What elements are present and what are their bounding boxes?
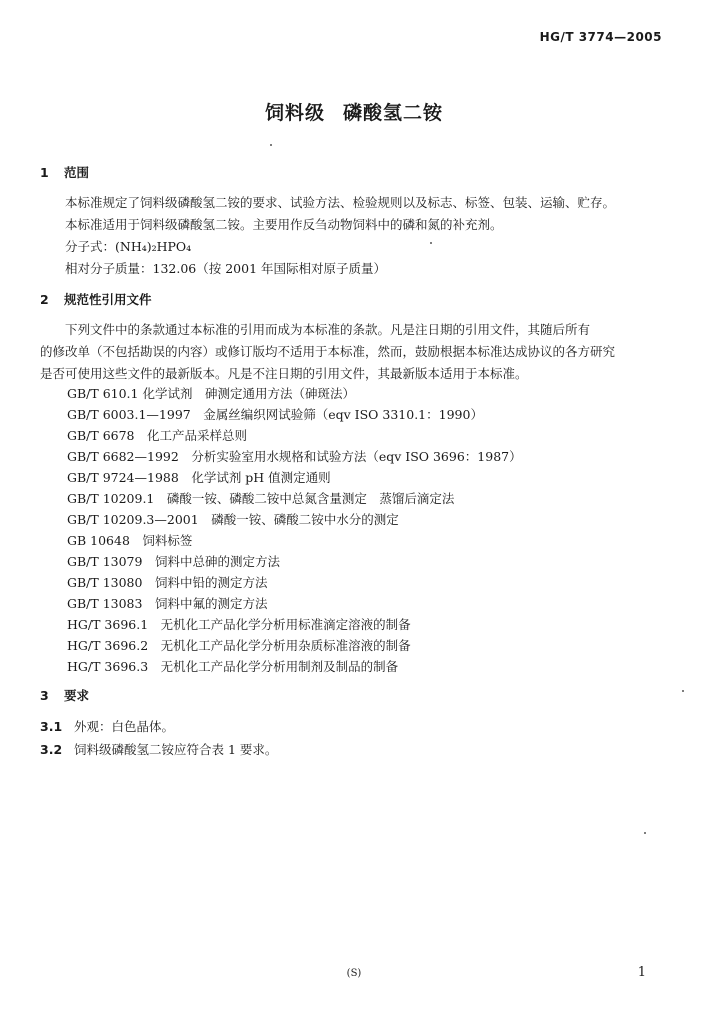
requirement-text: 外观：白色晶体。 bbox=[74, 719, 175, 734]
requirement-item bbox=[40, 717, 174, 735]
section-heading-requirements bbox=[40, 686, 89, 704]
standard-code: HG/T 3774—2005 bbox=[539, 30, 662, 44]
reference-item: HG/T 3696.2 无机化工产品化学分析用杂质标准溶液的制备 bbox=[67, 638, 411, 653]
section-title: 范围 bbox=[64, 165, 90, 180]
section-title: 要求 bbox=[64, 688, 90, 703]
scan-speck bbox=[644, 832, 646, 834]
reference-item: HG/T 3696.3 无机化工产品化学分析用制剂及制品的制备 bbox=[67, 659, 399, 674]
molecular-formula: 分子式：(NH₄)₂HPO₄ bbox=[65, 239, 192, 254]
requirement-number: 3.1 bbox=[40, 719, 63, 734]
reference-item: GB/T 13080 饲料中铅的测定方法 bbox=[67, 575, 268, 590]
reference-item: GB/T 10209.1 磷酸一铵、磷酸二铵中总氮含量测定 蒸馏后滴定法 bbox=[67, 491, 455, 506]
reference-item: GB/T 13083 饲料中氟的测定方法 bbox=[67, 596, 268, 611]
section-number: 3 bbox=[40, 688, 49, 703]
page-number: 1 bbox=[637, 965, 646, 980]
requirement-number: 3.2 bbox=[40, 742, 63, 757]
scan-speck bbox=[430, 242, 432, 244]
molecular-mass: 相对分子质量：132.06（按 2001 年国际相对原子质量） bbox=[65, 261, 386, 276]
section-number: 1 bbox=[40, 165, 49, 180]
reference-item: GB/T 610.1 化学试剂 砷测定通用方法（砷斑法） bbox=[67, 386, 355, 401]
reference-item: GB/T 9724—1988 化学试剂 pH 值测定通则 bbox=[67, 470, 331, 485]
reference-item: GB/T 6678 化工产品采样总则 bbox=[67, 428, 248, 443]
references-intro-line: 下列文件中的条款通过本标准的引用而成为本标准的条款。凡是注日期的引用文件，其随后所有 bbox=[65, 322, 591, 337]
section-number: 2 bbox=[40, 292, 49, 307]
scope-line: 本标准规定了饲料级磷酸氢二铵的要求、试验方法、检验规则以及标志、标签、包装、运输、贮存。 bbox=[65, 195, 616, 210]
scan-speck bbox=[682, 690, 684, 692]
reference-item: GB/T 6003.1—1997 金属丝编织网试验筛（eqv ISO 3310.1：1990） bbox=[67, 407, 483, 422]
footer-mark: (S) bbox=[346, 968, 362, 979]
title-part-1: 饲料级 bbox=[264, 102, 325, 124]
reference-item: HG/T 3696.1 无机化工产品化学分析用标准滴定溶液的制备 bbox=[67, 617, 411, 632]
section-title: 规范性引用文件 bbox=[64, 292, 152, 307]
reference-item: GB/T 10209.3—2001 磷酸一铵、磷酸二铵中水分的测定 bbox=[67, 512, 399, 527]
reference-item: GB/T 13079 饲料中总砷的测定方法 bbox=[67, 554, 280, 569]
requirement-item bbox=[40, 740, 277, 758]
requirement-text: 饲料级磷酸氢二铵应符合表 1 要求。 bbox=[74, 742, 278, 757]
section-heading-normative-references bbox=[40, 290, 152, 308]
title-part-2: 磷酸氢二铵 bbox=[343, 102, 444, 124]
section-heading-scope bbox=[40, 163, 89, 181]
references-intro-line: 是否可使用这些文件的最新版本。凡是不注日期的引用文件，其最新版本适用于本标准。 bbox=[40, 366, 528, 381]
reference-item: GB/T 6682—1992 分析实验室用水规格和试验方法（eqv ISO 3696：1987） bbox=[67, 449, 522, 464]
reference-item: GB 10648 饲料标签 bbox=[67, 533, 193, 548]
scope-line: 本标准适用于饲料级磷酸氢二铵。主要用作反刍动物饲料中的磷和氮的补充剂。 bbox=[65, 217, 503, 232]
scan-speck bbox=[270, 144, 272, 146]
references-intro-line: 的修改单（不包括勘误的内容）或修订版均不适用于本标准，然而，鼓励根据本标准达成协议的各方研究 bbox=[40, 344, 616, 359]
document-title bbox=[0, 98, 708, 125]
